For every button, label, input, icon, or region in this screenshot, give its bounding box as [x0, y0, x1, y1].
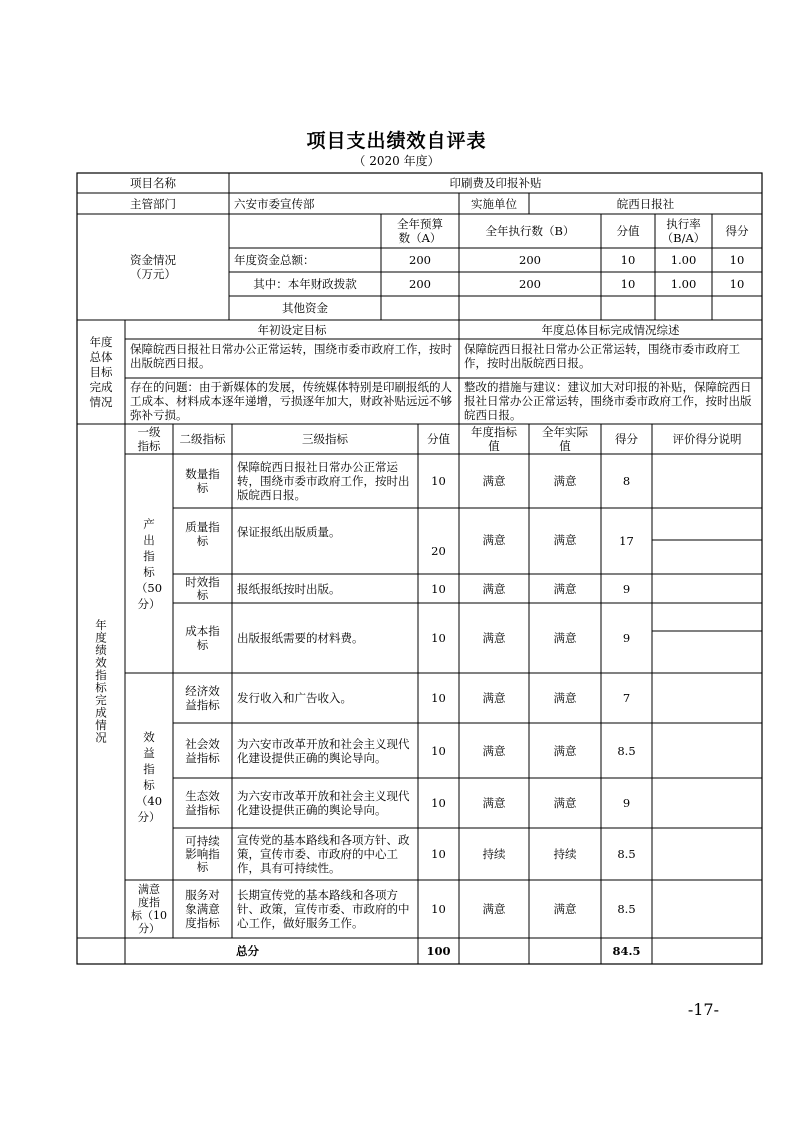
project-name-label: 项目名称: [130, 176, 176, 190]
ind-head-score: 分值: [427, 432, 450, 446]
ind-row-get: 9: [622, 581, 631, 596]
goals-set-text: 保障皖西日报社日常办公正常运转，围绕市委市政府工作，按时出版皖西日报。: [130, 342, 452, 370]
funds-row-exec: [459, 296, 601, 320]
funds-row-name: 其中：本年财政拨款: [253, 277, 357, 291]
ind-row-actual: 满意: [553, 631, 577, 645]
ind-row-score: 10: [431, 902, 446, 916]
total-get: 84.5: [612, 944, 641, 958]
impl-value: 皖西日报社: [616, 196, 675, 211]
ind-row-actual: 满意: [553, 691, 577, 705]
ind-head-l3: 三级指标: [302, 432, 348, 446]
funds-row-name: 年度资金总额：: [234, 253, 315, 267]
goals-done-text: 保障皖西日报社日常办公正常运转，围绕市委市政府工作，按时出版皖西日报。: [464, 342, 740, 370]
ind-row-target: 持续: [482, 847, 506, 861]
ind-head-l1: 一级 指标: [137, 425, 161, 453]
page-number: -17-: [687, 1000, 719, 1019]
ind-row-l3: 保障皖西日报社日常办公正常运转，围绕市委市政府工作，按时出版皖西日报。: [237, 460, 410, 502]
funds-row-get: [712, 296, 762, 320]
ind-row-get: 8: [622, 474, 631, 488]
funds-row-get: 10: [729, 253, 745, 267]
goals-label: 年度 总体 目标 完成 情况: [89, 334, 113, 409]
col-score: 分值: [616, 224, 640, 238]
ind-head-l2: 二级指标: [179, 432, 226, 446]
impl-label: 实施单位: [471, 196, 517, 211]
ind-row-target: 满意: [482, 691, 506, 705]
total-score: 100: [426, 944, 451, 958]
ind-row-score: 10: [431, 581, 446, 596]
col-exec: 全年执行数（B）: [485, 224, 575, 238]
ind-row-l2: 质量指 标: [185, 520, 220, 548]
ind-row-actual: 满意: [553, 902, 577, 916]
funds-row-get: 10: [729, 277, 745, 291]
ind-row-score: 10: [431, 631, 446, 645]
ind-row-l2: 社会效 益指标: [185, 736, 220, 765]
funds-row-budget: [381, 296, 459, 320]
funds-row-budget: 200: [409, 253, 431, 267]
funds-row-rate: [655, 296, 712, 320]
dept-value: 六安市委宣传部: [234, 196, 315, 211]
ind-row-l2: 时效指 标: [185, 574, 220, 602]
ind-row-target: 满意: [482, 902, 506, 916]
ind-row-l2: 数量指 标: [185, 467, 220, 495]
goals-measure-text: 整改的措施与建议：建议加大对印报的补贴，保障皖西日报社日常办公正常运转，围绕市委市政府工作，按时出版皖西日报。: [464, 380, 752, 422]
col-budget: 全年预算 数（A）: [397, 217, 443, 245]
funds-row-score: 10: [620, 277, 636, 291]
ind-row-get: 17: [619, 534, 634, 548]
ind-row-target: 满意: [482, 581, 506, 596]
goals-col-done: 年度总体目标完成情况综述: [541, 322, 680, 337]
ind-row-get: 9: [622, 631, 631, 645]
ind-head-get: 得分: [615, 432, 638, 446]
goals-problem-text: 存在的问题：由于新媒体的发展，传统媒体特别是印刷报纸的人工成本、材料成本逐年递增，亏损逐年加大，财政补贴远远不够弥补亏损。: [130, 380, 452, 422]
ind-head-target: 年度指标 值: [471, 425, 517, 453]
ind-row-score: 10: [431, 474, 446, 488]
project-name: 印刷费及印报补贴: [449, 176, 542, 190]
ind-row-l2: 经济效 益指标: [185, 684, 220, 712]
ind-row-actual: 持续: [553, 847, 577, 861]
funds-row-name: 其他资金: [282, 301, 328, 315]
ind-row-score: 20: [431, 544, 446, 558]
ind-row-target: 满意: [482, 474, 506, 488]
indicators-section-text: 年度绩效指标完成情况: [94, 618, 108, 744]
ind-row-l3: 报纸报纸按时出版。: [237, 581, 341, 596]
ind-row-score: 10: [431, 691, 446, 705]
ind-row-actual: 满意: [553, 533, 577, 547]
ind-row-score: 10: [431, 796, 446, 810]
group-satisfaction: 满意 度指 标（10 分）: [131, 883, 167, 935]
goals-col-set: 年初设定目标: [257, 322, 327, 337]
ind-row-l3: 发行收入和广告收入。: [237, 691, 352, 705]
ind-row-get: 8.5: [617, 847, 636, 861]
document-title: 项目支出绩效自评表: [306, 130, 487, 152]
indicators-section-label: [77, 424, 125, 938]
group-benefit: 效 益 指 标 （40 分）: [135, 729, 163, 824]
ind-row-get: 9: [622, 796, 631, 810]
ind-row-actual: 满意: [553, 581, 577, 596]
document-subtitle: （ 2020 年度）: [353, 154, 440, 168]
ind-row-l3: 长期宣传党的基本路线和各项方针、政策，宣传市委、市政府的中心工作，做好服务工作。: [237, 888, 410, 930]
ind-row-get: 8.5: [617, 743, 636, 758]
ind-row-actual: 满意: [553, 474, 577, 488]
funds-row-score: 10: [620, 253, 636, 267]
ind-row-score: 10: [431, 847, 446, 861]
funds-row-rate: 1.00: [670, 277, 697, 291]
ind-row-l3: 保证报纸出版质量。: [237, 525, 341, 539]
funds-row-score: [601, 296, 655, 320]
ind-row-get: 7: [622, 691, 631, 705]
ind-row-l3: 宣传党的基本路线和各项方针、政策，宣传市委、市政府的中心工作，具有可持续性。: [237, 833, 410, 875]
ind-row-l2: 可持续 影响指 标: [185, 833, 220, 874]
ind-row-get: 8.5: [617, 902, 636, 916]
ind-head-note: 评价得分说明: [672, 432, 742, 446]
ind-row-target: 满意: [482, 631, 506, 645]
funds-row-budget: 200: [409, 277, 431, 291]
ind-row-l2: 成本指 标: [185, 624, 220, 652]
col-get: 得分: [725, 224, 749, 238]
funds-row-exec: 200: [519, 277, 541, 291]
ind-row-actual: 满意: [553, 796, 577, 810]
ind-row-l2: 服务对 象满意 度指标: [185, 888, 220, 930]
ind-row-l3: 为六安市改革开放和社会主义现代化建设提供正确的舆论导向。: [237, 789, 410, 817]
ind-row-target: 满意: [482, 796, 506, 810]
ind-row-l2: 生态效 益指标: [185, 789, 220, 817]
funds-label: 资金情况 （万元）: [130, 253, 176, 281]
ind-row-target: 满意: [482, 743, 506, 758]
ind-row-l3: 为六安市改革开放和社会主义现代化建设提供正确的舆论导向。: [237, 736, 410, 765]
group-output: 产 出 指 标 （50 分）: [135, 516, 163, 611]
ind-row-score: 10: [431, 743, 446, 758]
ind-row-target: 满意: [482, 533, 506, 547]
funds-row-rate: 1.00: [670, 253, 697, 267]
ind-row-actual: 满意: [553, 743, 577, 758]
total-label: 总分: [236, 944, 259, 958]
col-rate: 执行率 （B/A）: [661, 217, 706, 245]
ind-row-l3: 出版报纸需要的材料费。: [237, 631, 364, 645]
dept-label: 主管部门: [130, 196, 176, 211]
ind-head-actual: 全年实际 值: [542, 425, 588, 453]
funds-row-exec: 200: [519, 253, 541, 267]
